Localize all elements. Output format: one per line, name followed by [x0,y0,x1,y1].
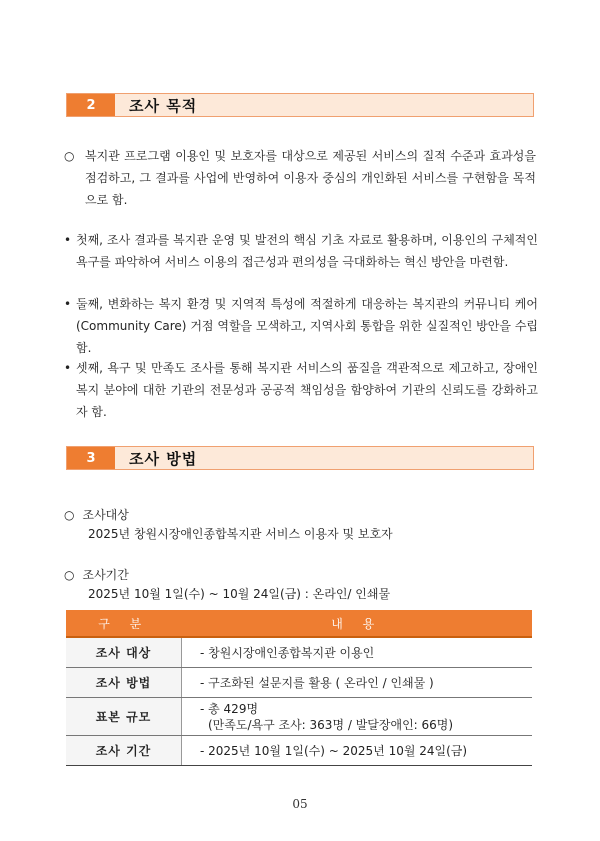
period-value: 2025년 10월 1일(수) ~ 10월 24일(금) : 온라인/ 인쇄물 [88,587,391,601]
table-row-key: 조사 기간 [66,736,182,766]
page-number: 05 [292,797,308,811]
table-row [66,668,532,698]
target-label-text: 조사대상 [82,508,129,522]
bullet-icon: • [64,361,72,375]
purpose-bullet-3 [64,357,538,423]
table-row-key: 조사 방법 [66,668,182,698]
table-header-content: 내 용 [182,610,533,637]
sample-size-detail: (만족도/욕구 조사: 363명 / 발달장애인: 66명) [208,717,454,732]
circle-bullet-icon: ○ [64,508,75,522]
period-label-text: 조사기간 [82,568,129,582]
section-2-header [66,93,534,117]
table-row-key: 조사 대상 [66,637,182,668]
section-3-title: 조사 방법 [129,449,198,468]
purpose-bullet-1 [64,229,538,273]
sample-size-total: - 총 429명 [200,701,259,716]
purpose-bullet-3-text: 셋째, 욕구 및 만족도 조사를 통해 복지관 서비스의 품질을 객관적으로 제고하고, 장애인복지 분야에 대한 기관의 전문성과 공공적 책임성을 함양하여 기관의 신뢰도를 강화하고자 함. [76,361,538,419]
section-2-number: 2 [67,94,115,116]
survey-method-table [66,610,532,766]
table-row-value: - 창원시장애인종합복지관 이용인 [182,637,533,668]
section-2-title: 조사 목적 [129,96,198,115]
table-row [66,637,532,668]
bullet-icon: • [64,297,72,311]
section-3-number: 3 [67,447,115,469]
target-value: 2025년 창원시장애인종합복지관 서비스 이용자 및 보호자 [88,527,393,541]
section-3-header [66,446,534,470]
purpose-intro [64,145,536,211]
table-row-value [182,698,533,736]
table-header-row [66,610,532,637]
purpose-bullet-2-text: 둘째, 변화하는 복지 환경 및 지역적 특성에 적절하게 대응하는 복지관의 커뮤니티 케어(Community Care) 거점 역할을 모색하고, 지역사회 통합을 위한 실질적인 방안을 수립함. [76,297,538,355]
bullet-icon: • [64,233,72,247]
purpose-bullet-1-text: 첫째, 조사 결과를 복지관 운영 및 발전의 핵심 기초 자료로 활용하며, 이용인의 구체적인 욕구를 파악하여 서비스 이용의 접근성과 편의성을 극대화하는 혁신 방안을 마련함. [76,233,538,269]
table-row-value: - 구조화된 설문지를 활용 ( 온라인 / 인쇄물 ) [182,668,533,698]
table-row-key: 표본 규모 [66,698,182,736]
table-header-category: 구 분 [66,610,182,637]
table-row [66,698,532,736]
purpose-intro-text: 복지관 프로그램 이용인 및 보호자를 대상으로 제공된 서비스의 질적 수준과 효과성을 점검하고, 그 결과를 사업에 반영하여 이용자 중심의 개인화된 서비스를 구현함을 목적으로 함. [85,149,536,207]
target-label [64,506,129,524]
period-label [64,566,129,584]
circle-bullet-icon: ○ [64,149,75,163]
table-row-value: - 2025년 10월 1일(수) ~ 2025년 10월 24일(금) [182,736,533,766]
table-row [66,736,532,766]
purpose-bullet-2 [64,293,538,359]
circle-bullet-icon: ○ [64,568,75,582]
